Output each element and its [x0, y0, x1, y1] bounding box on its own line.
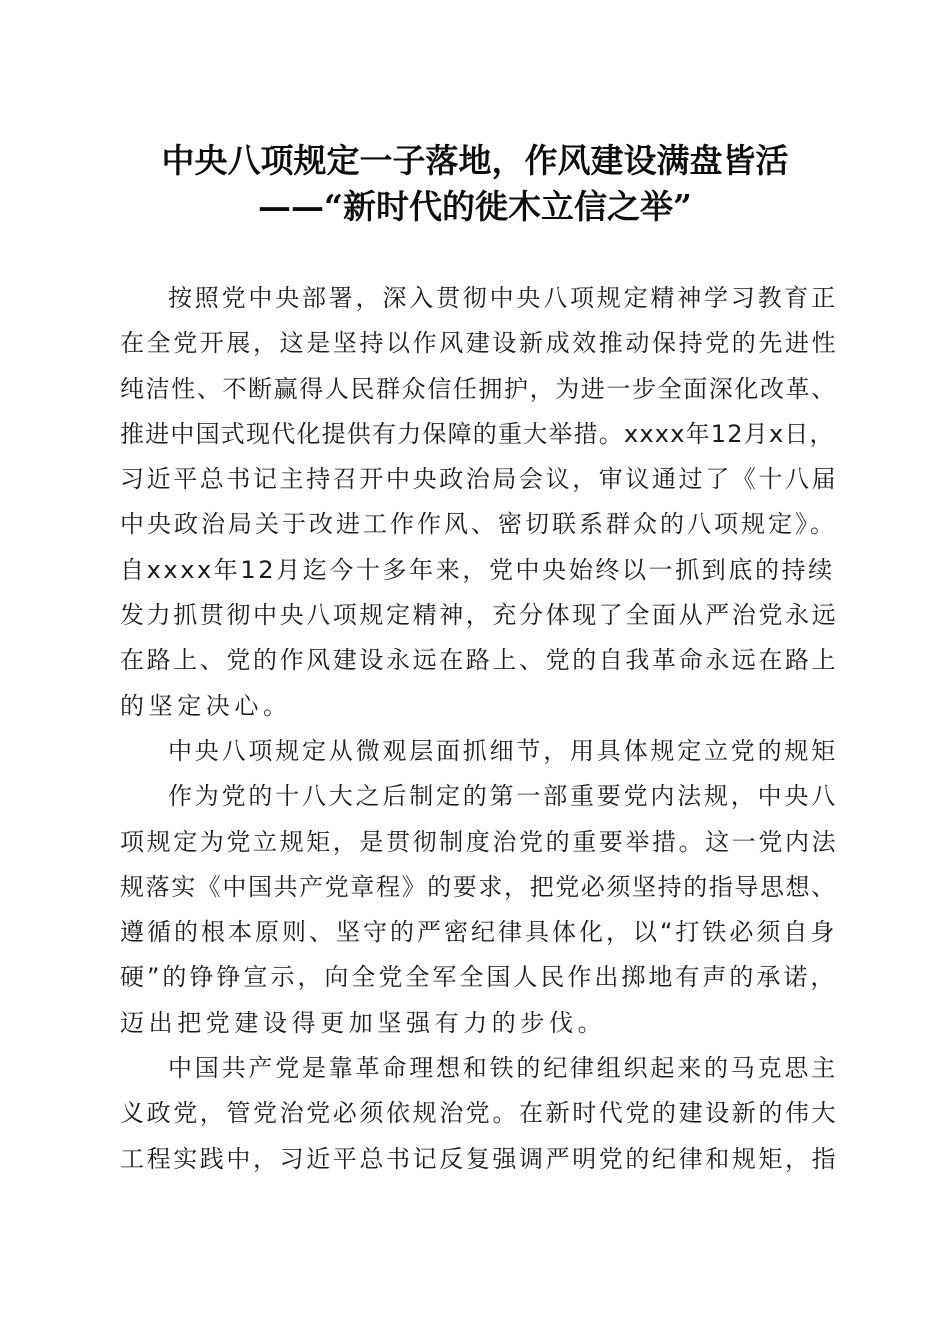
- section-heading: 中央八项规定从微观层面抓细节，用具体规定立党的规矩: [168, 736, 838, 765]
- paragraph-1-line-3: 纯洁性、不断赢得人民群众信任拥护，为进一步全面深化改革、: [120, 374, 837, 403]
- paragraph-1-line-6: 中央政治局关于改进工作作风、密切联系群众的八项规定》。: [120, 510, 837, 539]
- paragraph-1-line-8: 发力抓贯彻中央八项规定精神，充分体现了全面从严治党永远: [120, 601, 839, 630]
- paragraph-1-line-10: 的坚定决心。: [120, 691, 292, 720]
- paragraph-1-line-4: 推进中国式现代化提供有力保障的重大举措。xxxx年12月x日，: [120, 419, 835, 448]
- paragraph-2-line-4: 遵循的根本原则、坚守的严密纪律具体化，以“打铁必须自身: [120, 918, 838, 947]
- paragraph-1-line-1: 按照党中央部署，深入贯彻中央八项规定精神学习教育正: [168, 284, 838, 312]
- paragraph-3-line-2: 义政党，管党治党必须依规治党。在新时代党的建设新的伟大: [120, 1099, 839, 1128]
- document-body: [120, 276, 840, 1182]
- paragraph-2-line-1: 作为党的十八大之后制定的第一部重要党内法规，中央八: [168, 782, 838, 811]
- title-line-subtitle: ——“新时代的徙木立信之举”: [258, 187, 692, 226]
- document-title: [110, 138, 840, 230]
- paragraph-2-line-2: 项规定为党立规矩，是贯彻制度治党的重要举措。这一党内法: [120, 827, 839, 856]
- paragraph-3-line-1: 中国共产党是靠革命理想和铁的纪律组织起来的马克思主: [168, 1054, 838, 1083]
- title-line-main: 中央八项规定一子落地，作风建设满盘皆活: [161, 141, 789, 180]
- paragraph-2-line-3: 规落实《中国共产党章程》的要求，把党必须坚持的指导思想、: [120, 872, 837, 901]
- paragraph-1-line-5: 习近平总书记主持召开中央政治局会议，审议通过了《十八届: [120, 465, 839, 494]
- paragraph-1-line-2: 在全党开展，这是坚持以作风建设新成效推动保持党的先进性: [120, 329, 839, 358]
- paragraph-3-line-3: 工程实践中，习近平总书记反复强调严明党的纪律和规矩，指: [120, 1144, 839, 1173]
- paragraph-2-line-6: 迈出把党建设得更加坚强有力的步伐。: [120, 1008, 607, 1037]
- paragraph-1-line-7: 自xxxx年12月迄今十多年来，党中央始终以一抓到底的持续: [120, 555, 835, 584]
- paragraph-2-line-5: 硬”的铮铮宣示，向全党全军全国人民作出掷地有声的承诺，: [120, 963, 838, 992]
- paragraph-1-line-9: 在路上、党的作风建设永远在路上、党的自我革命永远在路上: [120, 646, 839, 675]
